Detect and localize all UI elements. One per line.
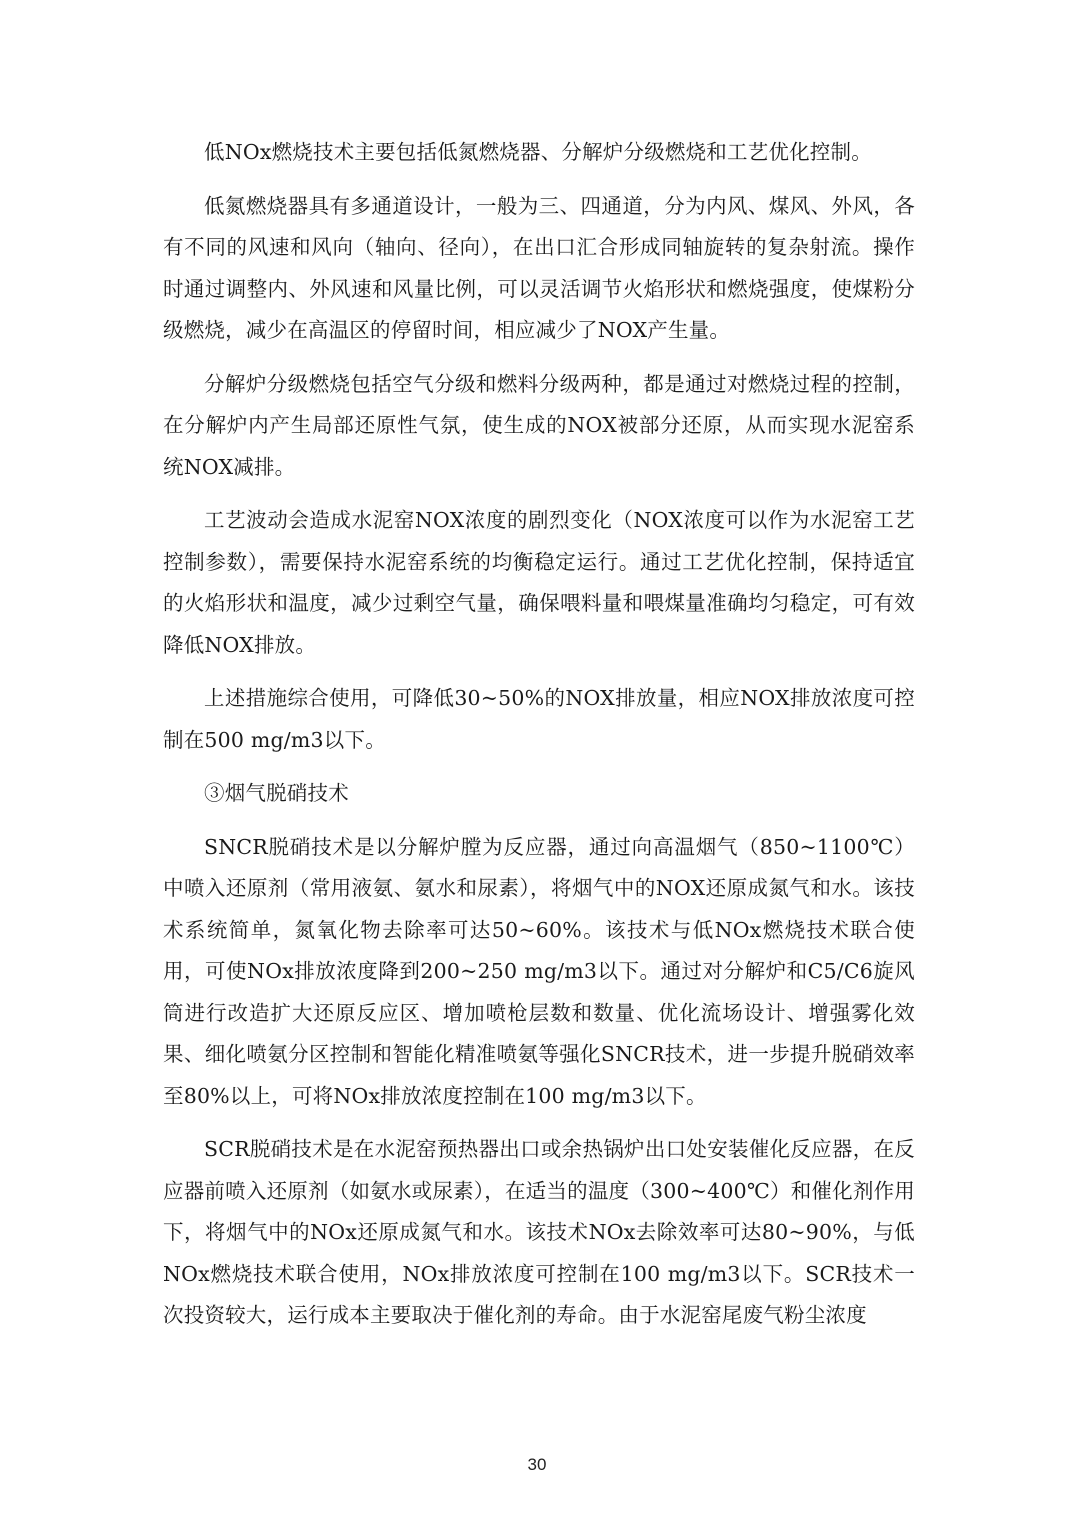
paragraph-sncr: SNCR脱硝技术是以分解炉膛为反应器，通过向高温烟气（850~1100℃）中喷入还原剂（常用液氨、氨水和尿素），将烟气中的NOX还原成氮气和水。该技术系统简单，氮氧化物去除率可达50~60%。该技术与低NOx燃烧技术联合使用，可使NOx排放浓度降到200~250 mg/m3以下。通过对分解炉和C5/C6旋风筒进行改造扩大还原反应区、增加喷枪层数和数量、优化流场设计、增强雾化效果、细化喷氨分区控制和智能化精准喷氨等强化SNCR技术，进一步提升脱硝效率至80%以上，可将NOx排放浓度控制在100 mg/m3以下。 [163,834,915,1108]
section-heading-flue-gas-denitrification: ③烟气脱硝技术 [204,781,349,805]
paragraph-low-nox-combustion-intro: 低NOx燃烧技术主要包括低氮燃烧器、分解炉分级燃烧和工艺优化控制。 [204,140,872,164]
paragraph-calciner-staged-combustion: 分解炉分级燃烧包括空气分级和燃料分级两种，都是通过对燃烧过程的控制，在分解炉内产生局部还原性气氛，使生成的NOX被部分还原，从而实现水泥窑系统NOX减排。 [163,371,915,479]
paragraph-low-nitrogen-burner: 低氮燃烧器具有多通道设计，一般为三、四通道，分为内风、煤风、外风，各有不同的风速和风向（轴向、径向），在出口汇合形成同轴旋转的复杂射流。操作时通过调整内、外风速和风量比例，可以灵活调节火焰形状和燃烧强度，使煤粉分级燃烧，减少在高温区的停留时间，相应减少了NOX产生量。 [163,193,915,342]
paragraph-process-optimization: 工艺波动会造成水泥窑NOX浓度的剧烈变化（NOX浓度可以作为水泥窑工艺控制参数），需要保持水泥窑系统的均衡稳定运行。通过工艺优化控制，保持适宜的火焰形状和温度，减少过剩空气量，确保喂料量和喂煤量准确均匀稳定，可有效降低NOX排放。 [163,508,915,657]
paragraph-scr: SCR脱硝技术是在水泥窑预热器出口或余热锅炉出口处安装催化反应器，在反应器前喷入还原剂（如氨水或尿素），在适当的温度（300~400℃）和催化剂作用下，将烟气中的NOx还原成氮气和水。该技术NOx去除效率可达80~90%，与低NOx燃烧技术联合使用，NOx排放浓度可控制在100 mg/m3以下。SCR技术一次投资较大，运行成本主要取决于催化剂的寿命。由于水泥窑尾废气粉尘浓度 [163,1137,915,1327]
page-number: 30 [527,1455,547,1474]
paragraph-combined-measures: 上述措施综合使用，可降低30~50%的NOX排放量，相应NOX排放浓度可控制在500 mg/m3以下。 [163,686,915,752]
body-text [163,132,915,1349]
